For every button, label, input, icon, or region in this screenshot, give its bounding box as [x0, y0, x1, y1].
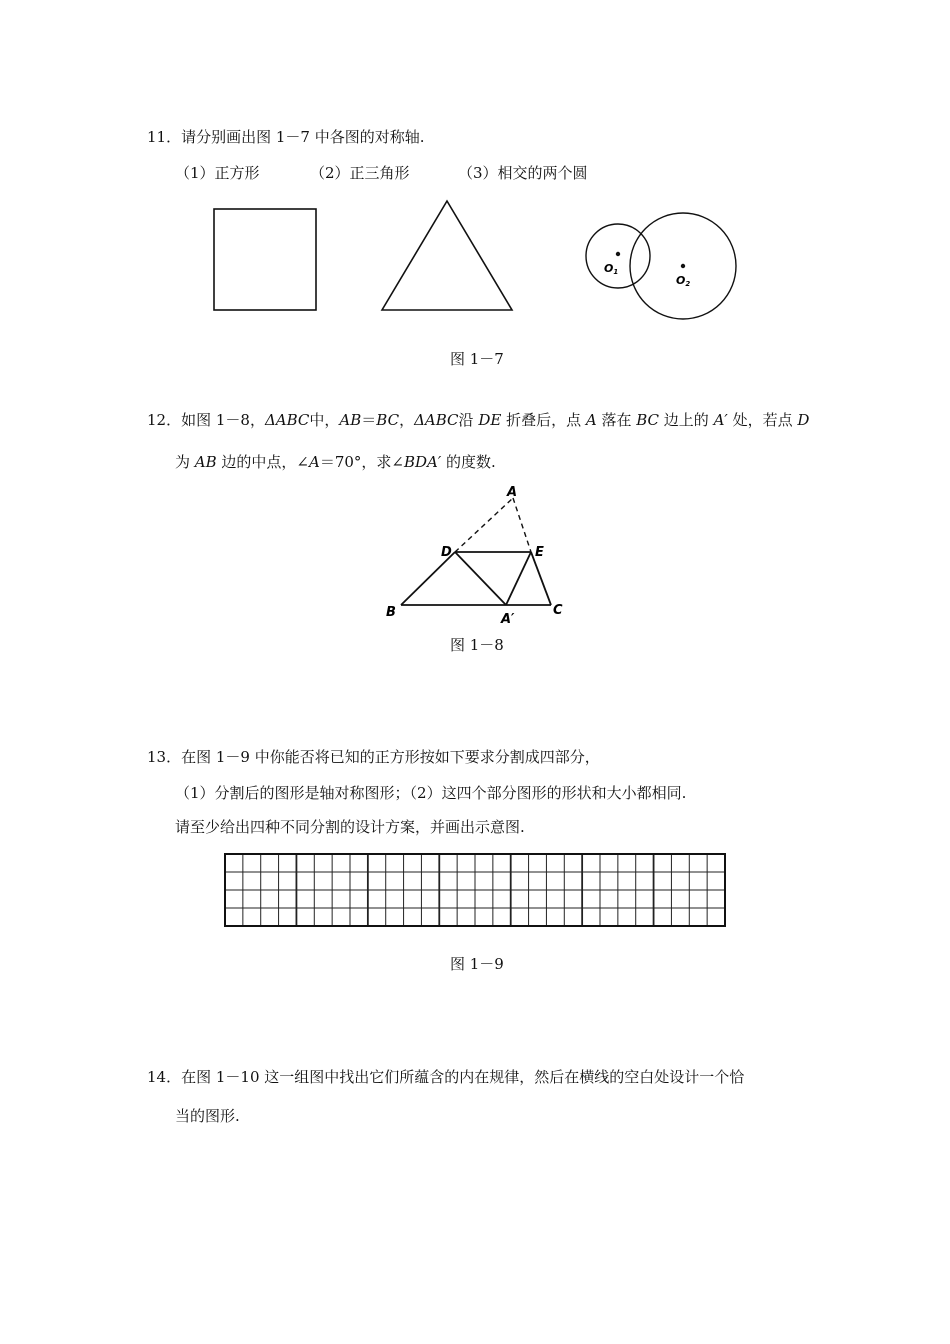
- q11-option-1: （1）正方形: [175, 164, 260, 182]
- label-c: C: [553, 603, 563, 618]
- q13-line-3: 请至少给出四种不同分割的设计方案，并画出示意图.: [175, 818, 525, 836]
- label-a-prime: A′: [501, 612, 515, 627]
- label-a: A: [507, 485, 518, 500]
- q12-line-2: 为 AB 边的中点，∠A＝70°，求∠BDA′ 的度数.: [175, 453, 496, 471]
- label-d: D: [441, 545, 452, 560]
- q14-line-1: 14．在图 1－10 这一组图中找出它们所蕴含的内在规律，然后在横线的空白处设计一个恰: [147, 1068, 745, 1086]
- q13-line-2: （1）分割后的图形是轴对称图形；（2）这四个部分图形的形状和大小都相同.: [175, 784, 687, 802]
- label-o1: O1: [604, 262, 619, 276]
- q11-text: 11．请分别画出图 1－7 中各图的对称轴.: [147, 128, 425, 146]
- label-b: B: [386, 605, 396, 620]
- caption-figure-1-7: 图 1－7: [450, 350, 504, 368]
- q13-line-1: 13．在图 1－9 中你能否将已知的正方形按如下要求分割成四部分，: [147, 748, 600, 766]
- q12-line-1: 12．如图 1－8，ΔABC中，AB＝BC，ΔABC沿 DE 折叠后，点 A 落在 BC 边上的 A′ 处，若点 D: [147, 411, 810, 429]
- caption-figure-1-8: 图 1－8: [450, 636, 504, 654]
- label-o2: O2: [676, 274, 691, 288]
- q14-line-2: 当的图形.: [175, 1107, 240, 1125]
- caption-figure-1-9: 图 1－9: [450, 955, 504, 973]
- q11-option-2: （2）正三角形: [310, 164, 410, 182]
- label-e: E: [535, 545, 544, 560]
- q11-option-3: （3）相交的两个圆: [458, 164, 588, 182]
